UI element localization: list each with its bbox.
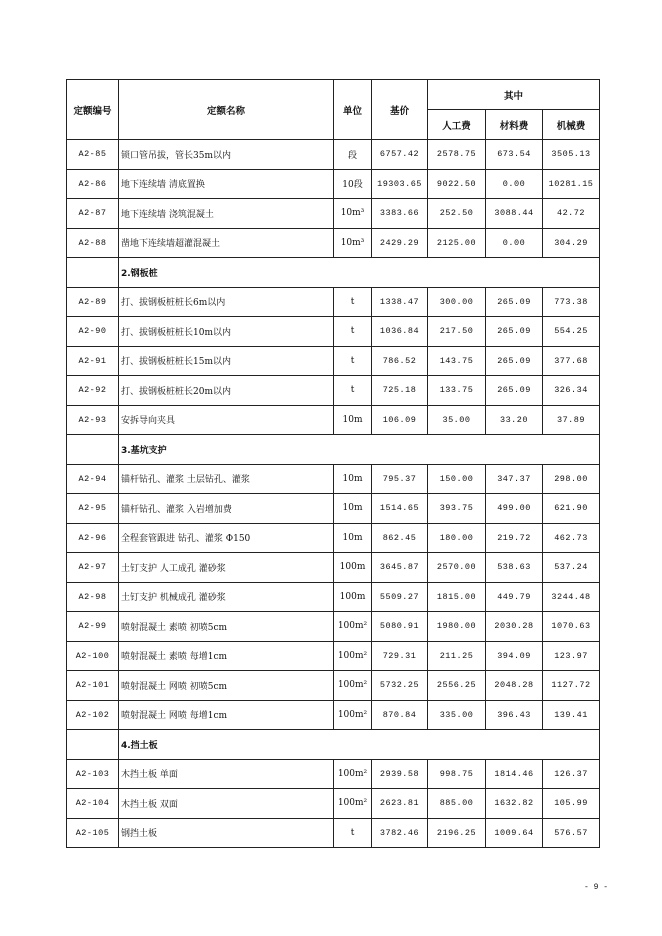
material-cost-cell: 0.00: [486, 228, 543, 258]
machine-cost-cell: 1070.63: [543, 612, 600, 642]
material-cost-cell: 265.09: [486, 317, 543, 347]
quota-name-cell: 锁口管吊拔，管长35m以内: [119, 140, 334, 170]
header-base-price: 基价: [372, 80, 428, 140]
quota-code-cell: A2-88: [67, 228, 119, 258]
table-row: [67, 759, 600, 789]
page-number: - 9 -: [584, 883, 609, 892]
machine-cost-cell: 123.97: [543, 641, 600, 671]
material-cost-cell: 33.20: [486, 405, 543, 435]
quota-table: [66, 79, 600, 848]
section-code-cell: [67, 730, 119, 760]
unit-cell: t: [334, 376, 372, 406]
labor-cost-cell: 143.75: [428, 346, 486, 376]
labor-cost-cell: 211.25: [428, 641, 486, 671]
machine-cost-cell: 576.57: [543, 818, 600, 848]
machine-cost-cell: 298.00: [543, 464, 600, 494]
table-row: [67, 199, 600, 229]
quota-code-cell: A2-96: [67, 523, 119, 553]
labor-cost-cell: 335.00: [428, 700, 486, 730]
quota-name-cell: 地下连续墙 浇筑混凝土: [119, 199, 334, 229]
base-price-cell: 3383.66: [372, 199, 428, 229]
machine-cost-cell: 1127.72: [543, 671, 600, 701]
material-cost-cell: 3088.44: [486, 199, 543, 229]
header-name: 定额名称: [119, 80, 334, 140]
labor-cost-cell: 133.75: [428, 376, 486, 406]
table-row: [67, 287, 600, 317]
machine-cost-cell: 462.73: [543, 523, 600, 553]
material-cost-cell: 394.09: [486, 641, 543, 671]
base-price-cell: 870.84: [372, 700, 428, 730]
labor-cost-cell: 885.00: [428, 789, 486, 819]
base-price-cell: 786.52: [372, 346, 428, 376]
base-price-cell: 3782.46: [372, 818, 428, 848]
section-title: 3.基坑支护: [119, 435, 600, 465]
unit-cell: t: [334, 317, 372, 347]
quota-code-cell: A2-91: [67, 346, 119, 376]
material-cost-cell: 2048.28: [486, 671, 543, 701]
table-row: [67, 346, 600, 376]
unit-cell: 10m³: [334, 199, 372, 229]
quota-code-cell: A2-97: [67, 553, 119, 583]
machine-cost-cell: 126.37: [543, 759, 600, 789]
base-price-cell: 2939.58: [372, 759, 428, 789]
quota-name-cell: 打、拔钢板桩桩长6m以内: [119, 287, 334, 317]
labor-cost-cell: 393.75: [428, 494, 486, 524]
quota-code-cell: A2-98: [67, 582, 119, 612]
machine-cost-cell: 554.25: [543, 317, 600, 347]
quota-name-cell: 喷射混凝土 网喷 初喷5cm: [119, 671, 334, 701]
quota-code-cell: A2-101: [67, 671, 119, 701]
quota-name-cell: 锚杆钻孔、灌浆 入岩增加费: [119, 494, 334, 524]
quota-code-cell: A2-105: [67, 818, 119, 848]
material-cost-cell: 538.63: [486, 553, 543, 583]
labor-cost-cell: 217.50: [428, 317, 486, 347]
table-row: [67, 523, 600, 553]
quota-code-cell: A2-95: [67, 494, 119, 524]
quota-code-cell: A2-93: [67, 405, 119, 435]
table-row: [67, 700, 600, 730]
base-price-cell: 6757.42: [372, 140, 428, 170]
labor-cost-cell: 300.00: [428, 287, 486, 317]
unit-cell: 100m²: [334, 641, 372, 671]
quota-code-cell: A2-92: [67, 376, 119, 406]
base-price-cell: 2429.29: [372, 228, 428, 258]
quota-code-cell: A2-102: [67, 700, 119, 730]
section-row: [67, 730, 600, 760]
machine-cost-cell: 537.24: [543, 553, 600, 583]
unit-cell: 10m: [334, 405, 372, 435]
table-row: [67, 553, 600, 583]
unit-cell: t: [334, 818, 372, 848]
quota-name-cell: 钢挡土板: [119, 818, 334, 848]
base-price-cell: 3645.87: [372, 553, 428, 583]
table-row: [67, 376, 600, 406]
machine-cost-cell: 105.99: [543, 789, 600, 819]
base-price-cell: 725.18: [372, 376, 428, 406]
machine-cost-cell: 37.89: [543, 405, 600, 435]
machine-cost-cell: 139.41: [543, 700, 600, 730]
material-cost-cell: 673.54: [486, 140, 543, 170]
section-row: [67, 258, 600, 288]
quota-name-cell: 喷射混凝土 网喷 每增1cm: [119, 700, 334, 730]
unit-cell: 10m: [334, 464, 372, 494]
material-cost-cell: 396.43: [486, 700, 543, 730]
labor-cost-cell: 2570.00: [428, 553, 486, 583]
quota-code-cell: A2-90: [67, 317, 119, 347]
machine-cost-cell: 773.38: [543, 287, 600, 317]
material-cost-cell: 265.09: [486, 346, 543, 376]
quota-name-cell: 打、拔钢板桩桩长15m以内: [119, 346, 334, 376]
base-price-cell: 1338.47: [372, 287, 428, 317]
quota-name-cell: 打、拔钢板桩桩长10m以内: [119, 317, 334, 347]
material-cost-cell: 1632.82: [486, 789, 543, 819]
material-cost-cell: 219.72: [486, 523, 543, 553]
section-title: 4.挡土板: [119, 730, 600, 760]
table-row: [67, 818, 600, 848]
quota-code-cell: A2-89: [67, 287, 119, 317]
header-code: 定额编号: [67, 80, 119, 140]
material-cost-cell: 449.79: [486, 582, 543, 612]
table-row: [67, 641, 600, 671]
material-cost-cell: 499.00: [486, 494, 543, 524]
base-price-cell: 795.37: [372, 464, 428, 494]
table-row: [67, 464, 600, 494]
quota-code-cell: A2-103: [67, 759, 119, 789]
labor-cost-cell: 180.00: [428, 523, 486, 553]
table-row: [67, 612, 600, 642]
material-cost-cell: 0.00: [486, 169, 543, 199]
quota-name-cell: 木挡土板 单面: [119, 759, 334, 789]
material-cost-cell: 265.09: [486, 376, 543, 406]
material-cost-cell: 347.37: [486, 464, 543, 494]
unit-cell: t: [334, 346, 372, 376]
quota-table-container: [66, 79, 599, 848]
table-row: [67, 228, 600, 258]
unit-cell: 100m²: [334, 789, 372, 819]
header-unit: 单位: [334, 80, 372, 140]
base-price-cell: 729.31: [372, 641, 428, 671]
header-machine: 机械费: [543, 110, 600, 140]
labor-cost-cell: 1815.00: [428, 582, 486, 612]
header-of-which: 其中: [428, 80, 600, 110]
quota-code-cell: A2-87: [67, 199, 119, 229]
quota-name-cell: 喷射混凝土 素喷 每增1cm: [119, 641, 334, 671]
quota-name-cell: 凿地下连续墙超灌混凝土: [119, 228, 334, 258]
machine-cost-cell: 10281.15: [543, 169, 600, 199]
machine-cost-cell: 621.90: [543, 494, 600, 524]
machine-cost-cell: 42.72: [543, 199, 600, 229]
table-row: [67, 671, 600, 701]
base-price-cell: 2623.81: [372, 789, 428, 819]
base-price-cell: 1036.84: [372, 317, 428, 347]
table-row: [67, 789, 600, 819]
quota-code-cell: A2-85: [67, 140, 119, 170]
base-price-cell: 106.09: [372, 405, 428, 435]
unit-cell: 10m: [334, 494, 372, 524]
quota-name-cell: 土钉支护 机械成孔 灌砂浆: [119, 582, 334, 612]
labor-cost-cell: 252.50: [428, 199, 486, 229]
unit-cell: 100m²: [334, 700, 372, 730]
base-price-cell: 1514.65: [372, 494, 428, 524]
quota-name-cell: 锚杆钻孔、灌浆 土层钻孔、灌浆: [119, 464, 334, 494]
table-body: [67, 140, 600, 848]
quota-code-cell: A2-86: [67, 169, 119, 199]
unit-cell: 100m²: [334, 612, 372, 642]
labor-cost-cell: 998.75: [428, 759, 486, 789]
material-cost-cell: 1009.64: [486, 818, 543, 848]
table-row: [67, 405, 600, 435]
table-row: [67, 317, 600, 347]
quota-name-cell: 全程套管跟进 钻孔、灌浆 Φ150: [119, 523, 334, 553]
table-row: [67, 169, 600, 199]
header-labor: 人工费: [428, 110, 486, 140]
unit-cell: 100m: [334, 582, 372, 612]
base-price-cell: 862.45: [372, 523, 428, 553]
machine-cost-cell: 377.68: [543, 346, 600, 376]
material-cost-cell: 1814.46: [486, 759, 543, 789]
header-row-top: [67, 80, 600, 110]
quota-name-cell: 安拆导向夹具: [119, 405, 334, 435]
quota-name-cell: 土钉支护 人工成孔 灌砂浆: [119, 553, 334, 583]
base-price-cell: 5080.91: [372, 612, 428, 642]
labor-cost-cell: 2125.00: [428, 228, 486, 258]
unit-cell: 100m²: [334, 671, 372, 701]
material-cost-cell: 2030.28: [486, 612, 543, 642]
section-code-cell: [67, 258, 119, 288]
unit-cell: 10段: [334, 169, 372, 199]
section-title: 2.钢板桩: [119, 258, 600, 288]
base-price-cell: 19303.65: [372, 169, 428, 199]
unit-cell: 10m: [334, 523, 372, 553]
base-price-cell: 5732.25: [372, 671, 428, 701]
quota-name-cell: 木挡土板 双面: [119, 789, 334, 819]
material-cost-cell: 265.09: [486, 287, 543, 317]
section-row: [67, 435, 600, 465]
quota-code-cell: A2-94: [67, 464, 119, 494]
labor-cost-cell: 2196.25: [428, 818, 486, 848]
unit-cell: 段: [334, 140, 372, 170]
quota-name-cell: 打、拔钢板桩桩长20m以内: [119, 376, 334, 406]
section-code-cell: [67, 435, 119, 465]
base-price-cell: 5509.27: [372, 582, 428, 612]
quota-name-cell: 地下连续墙 清底置换: [119, 169, 334, 199]
labor-cost-cell: 1980.00: [428, 612, 486, 642]
quota-name-cell: 喷射混凝土 素喷 初喷5cm: [119, 612, 334, 642]
table-row: [67, 494, 600, 524]
table-row: [67, 582, 600, 612]
machine-cost-cell: 3505.13: [543, 140, 600, 170]
unit-cell: 100m²: [334, 759, 372, 789]
header-material: 材料费: [486, 110, 543, 140]
labor-cost-cell: 150.00: [428, 464, 486, 494]
labor-cost-cell: 2556.25: [428, 671, 486, 701]
unit-cell: 100m: [334, 553, 372, 583]
quota-code-cell: A2-100: [67, 641, 119, 671]
labor-cost-cell: 35.00: [428, 405, 486, 435]
quota-code-cell: A2-99: [67, 612, 119, 642]
machine-cost-cell: 304.29: [543, 228, 600, 258]
unit-cell: t: [334, 287, 372, 317]
machine-cost-cell: 326.34: [543, 376, 600, 406]
labor-cost-cell: 2578.75: [428, 140, 486, 170]
unit-cell: 10m³: [334, 228, 372, 258]
quota-code-cell: A2-104: [67, 789, 119, 819]
labor-cost-cell: 9022.50: [428, 169, 486, 199]
machine-cost-cell: 3244.48: [543, 582, 600, 612]
table-row: [67, 140, 600, 170]
